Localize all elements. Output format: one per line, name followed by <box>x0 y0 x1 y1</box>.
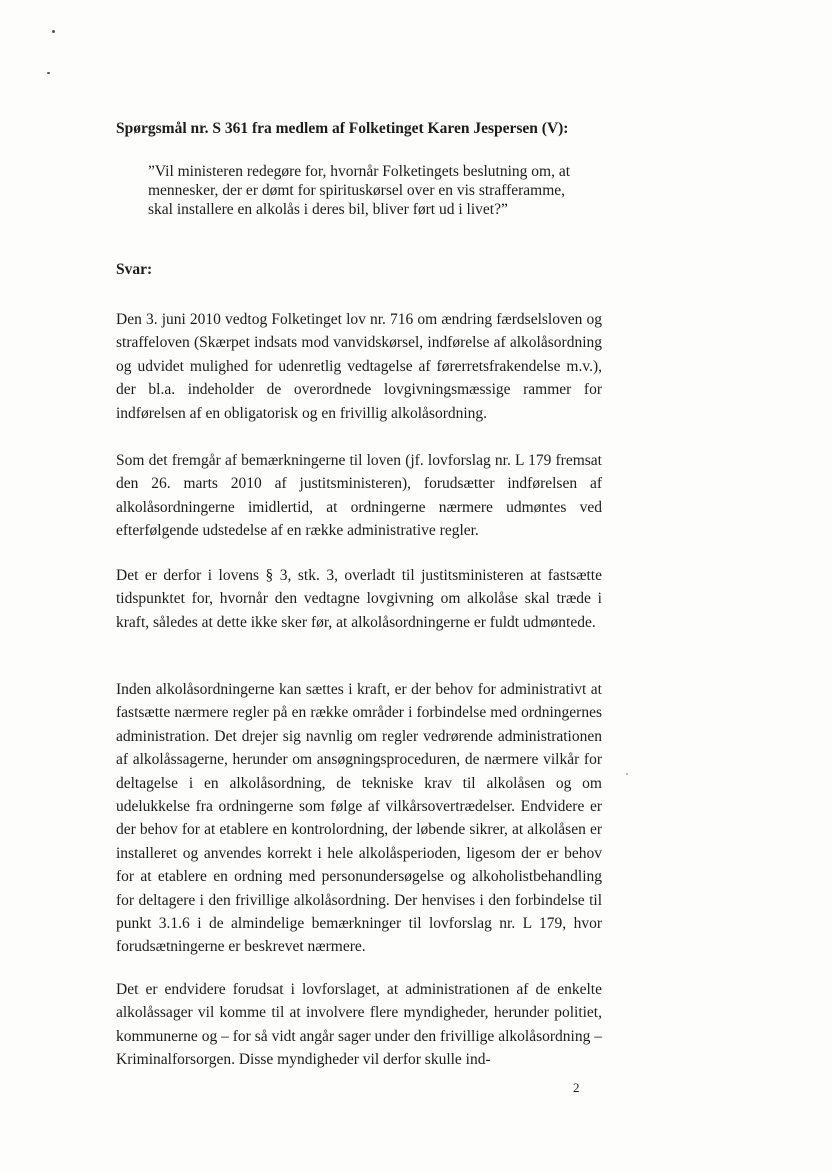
answer-heading: Svar: <box>116 261 153 278</box>
scan-speck <box>626 773 628 775</box>
answer-paragraph: Det er derfor i lovens § 3, stk. 3, overladt til justitsministeren at fastsætte tidspunktet for, hvornår den vedtagne lovgivning om alkolåse skal træde i kraft, således at dette ikke sker før, at alkolåsordningerne er fuldt udmøntede. <box>116 567 602 631</box>
answer-paragraph: Det er endvidere forudsat i lovforslaget, at administrationen af de enkelte alkolåssager vil komme til at involvere flere myndigheder, herunder politiet, kommunerne og – for så vidt angår sager under den frivillige alkolåsordning – Kriminalforsorgen. Disse myndigheder vil derfor skulle ind- <box>116 981 602 1069</box>
scan-speck <box>47 72 50 74</box>
question-quote: ”Vil ministeren redegøre for, hvornår Folketingets beslutning om, at mennesker, der er dømt for spirituskørsel over en vis strafferamme, skal installere en alkolås i deres bil, bliver ført ud i livet?” <box>148 163 571 219</box>
answer-paragraph: Inden alkolåsordningerne kan sættes i kraft, er der behov for administrativt at fastsætte nærmere regler på en række områder i forbindelse med ordningernes administration. Det drejer sig navnlig om regler vedrørende administrationen af alkolåssagerne, herunder om ansøgningsproceduren, de nærmere vilkår for deltagelse i en alkolåsordning, de tekniske krav til alkolåsen og om udelukkelse fra ordningerne som følge af vilkårsovertrædelser. Endvidere er der behov for at etablere en kontrolordning, der løbende sikrer, at alkolåsen er installeret og anvendes korrekt i hele alkolåsperioden, ligesom der er behov for at etablere en ordning med personundersøgelse og alkoholistbehandling for deltagere i den frivillige alkolåsordning. Der henvises i den forbindelse til punkt 3.1.6 i de almindelige bemærkninger til lovforslag nr. L 179, hvor forudsætningerne er beskrevet nærmere. <box>116 681 602 956</box>
answer-paragraph: Som det fremgår af bemærkningerne til loven (jf. lovforslag nr. L 179 fremsat den 26. marts 2010 af justitsministeren), forudsætter indførelsen af alkolåsordningerne imidlertid, at ordningerne nærmere udmøntes ved efterfølgende udstedelse af en række administrative regler. <box>116 452 602 540</box>
scan-speck <box>52 30 55 33</box>
page-number: 2 <box>573 1080 580 1095</box>
answer-paragraph: Den 3. juni 2010 vedtog Folketinget lov nr. 716 om ændring færdselsloven og straffeloven (Skærpet indsats mod vanvidskørsel, indførelse af alkolåsordning og udvidet mulighed for udenretlig vedtagelse af førerretsfrakendelse m.v.), der bl.a. indeholder de overordnede lovgivningsmæssige rammer for indførelsen af en obligatorisk og en frivillig alkolåsordning. <box>116 311 602 422</box>
question-heading: Spørgsmål nr. S 361 fra medlem af Folketinget Karen Jespersen (V): <box>116 120 569 137</box>
